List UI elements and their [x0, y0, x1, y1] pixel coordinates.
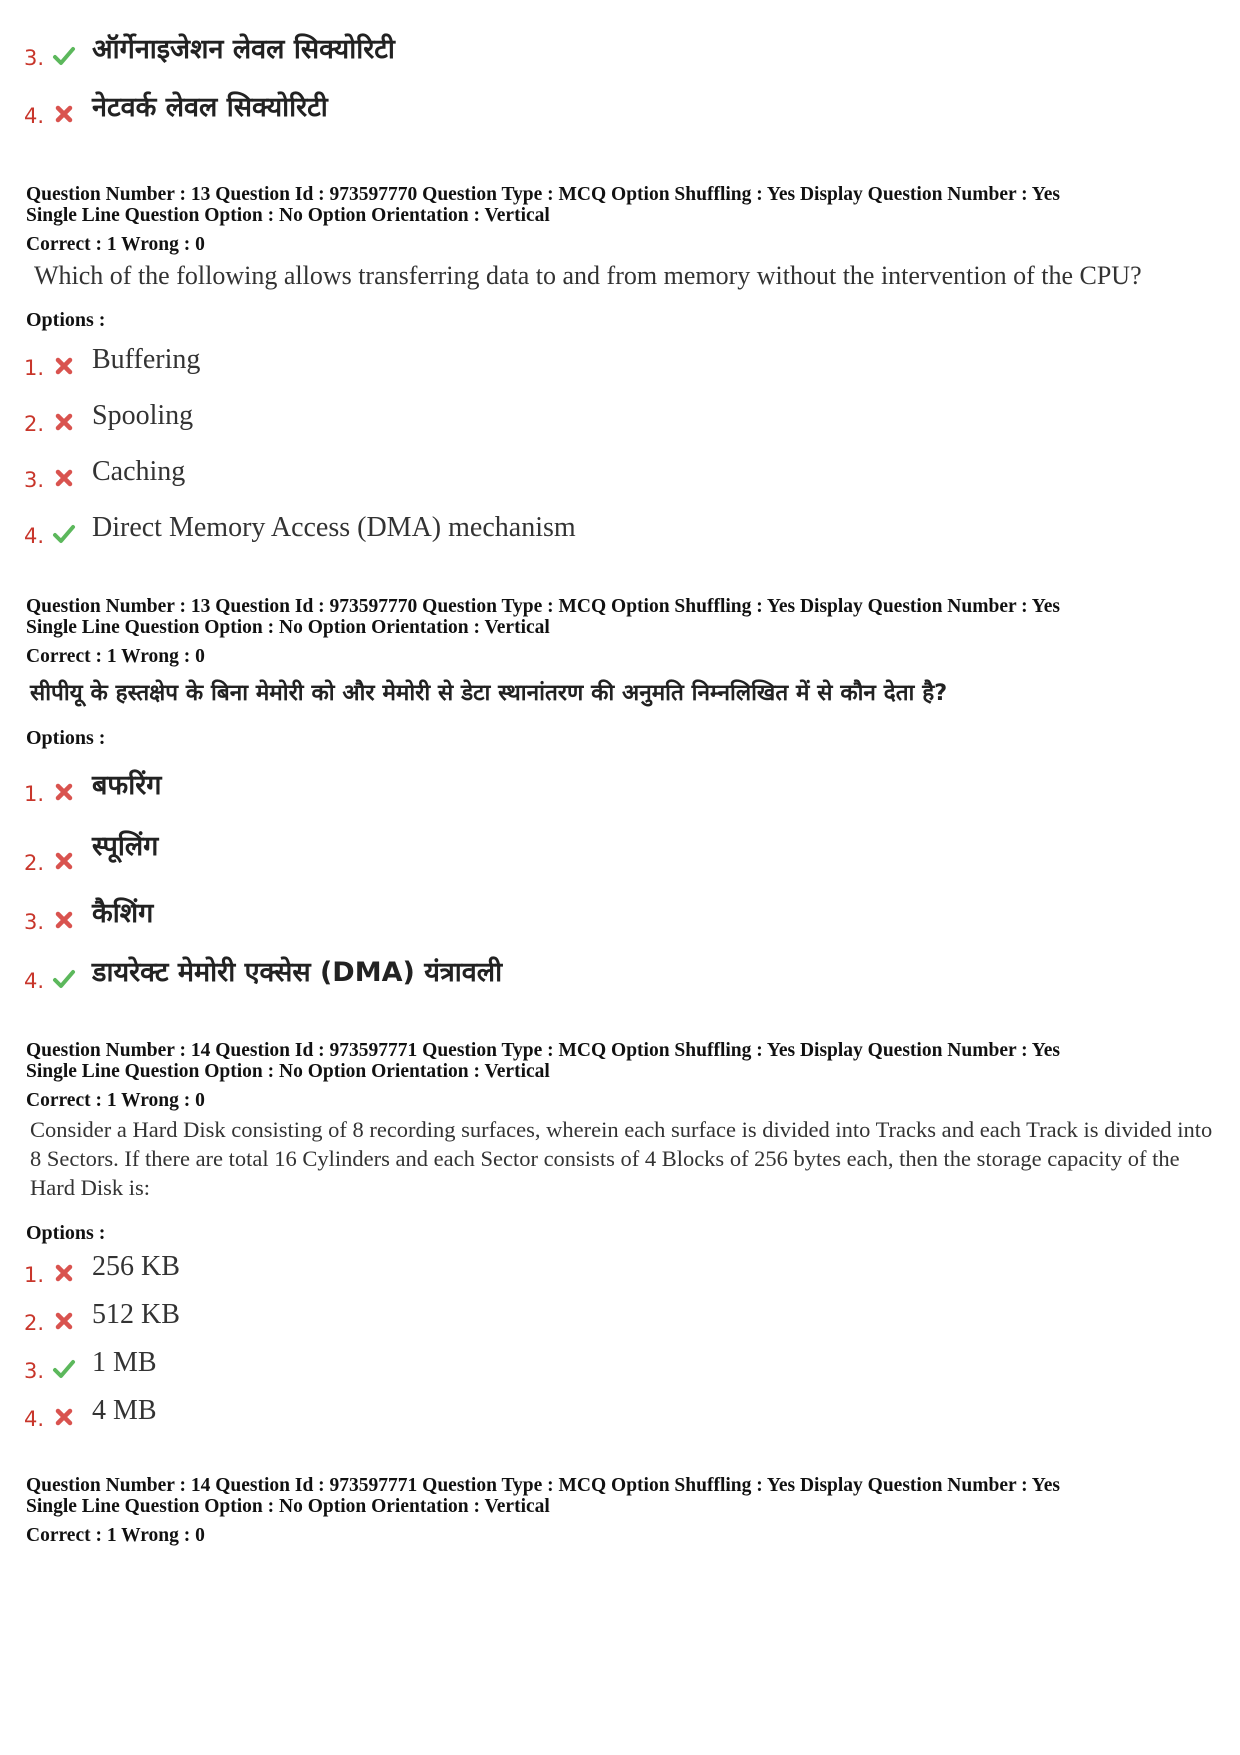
option-text: कैशिंग [92, 898, 154, 929]
option-text: Buffering [92, 344, 201, 375]
check-icon [52, 967, 76, 991]
option-row [24, 1295, 1204, 1335]
question-text: Consider a Hard Disk consisting of 8 recording surfaces, wherein each surface is divided into Tracks and each Track is divided into 8 Sectors. If there are total 16 Cylinders and each Sector consists of 4 Blocks of 256 bytes each, then the storage capacity of the Hard Disk is: [30, 1117, 1213, 1200]
option-row [24, 396, 1204, 436]
question-meta-line: Single Line Question Option : No Option Orientation : Vertical [26, 205, 550, 226]
options-label: Options : [26, 727, 106, 749]
option-text: 512 KB [92, 1299, 180, 1330]
option-number: 3. [24, 46, 45, 70]
option-text: Spooling [92, 400, 194, 431]
option-number: 2. [24, 1311, 45, 1335]
option-row [24, 508, 1204, 548]
cross-icon [52, 354, 76, 378]
option-number: 4. [24, 104, 45, 128]
check-icon [52, 1357, 76, 1381]
marking-scheme: Correct : 1 Wrong : 0 [26, 646, 205, 667]
option-number: 4. [24, 524, 45, 548]
option-number: 3. [24, 1359, 45, 1383]
option-text: नेटवर्क लेवल सिक्योरिटी [92, 92, 328, 123]
option-number: 3. [24, 910, 45, 934]
option-number: 4. [24, 969, 45, 993]
option-row [24, 766, 1204, 806]
question-meta-line: Single Line Question Option : No Option Orientation : Vertical [26, 1061, 550, 1082]
option-number: 1. [24, 782, 45, 806]
question-meta-line: Question Number : 13 Question Id : 973597770 Question Type : MCQ Option Shuffling : Yes Display Question Number : Yes [26, 596, 1060, 617]
option-text: स्पूलिंग [92, 831, 159, 862]
option-row [24, 1343, 1204, 1383]
check-icon [52, 522, 76, 546]
option-row [24, 1247, 1204, 1287]
question-meta [26, 596, 1216, 638]
option-text: Direct Memory Access (DMA) mechanism [92, 512, 576, 543]
option-row [24, 30, 1204, 70]
question-meta-line: Single Line Question Option : No Option Orientation : Vertical [26, 617, 550, 638]
cross-icon [52, 1309, 76, 1333]
option-row [24, 452, 1204, 492]
option-number: 4. [24, 1407, 45, 1431]
option-number: 1. [24, 1263, 45, 1287]
option-text: 4 MB [92, 1395, 157, 1426]
question-meta-line: Single Line Question Option : No Option Orientation : Vertical [26, 1496, 550, 1517]
options-label: Options : [26, 309, 106, 331]
option-text: डायरेक्ट मेमोरी एक्सेस (DMA) यंत्रावली [92, 957, 503, 988]
option-row [24, 340, 1204, 380]
cross-icon [52, 1405, 76, 1429]
option-row [24, 1391, 1204, 1431]
question-meta-line: Question Number : 13 Question Id : 973597770 Question Type : MCQ Option Shuffling : Yes Display Question Number : Yes [26, 184, 1060, 205]
option-row [24, 831, 1204, 875]
cross-icon [52, 410, 76, 434]
question-meta [26, 1040, 1216, 1082]
question-meta [26, 184, 1216, 226]
option-number: 2. [24, 851, 45, 875]
question-text: Which of the following allows transferring data to and from memory without the intervention of the CPU? [34, 261, 1142, 290]
option-number: 2. [24, 412, 45, 436]
option-row [24, 953, 1204, 993]
option-number: 1. [24, 356, 45, 380]
option-text: ऑर्गेनाइजेशन लेवल सिक्योरिटी [92, 34, 395, 65]
cross-icon [52, 849, 76, 873]
option-text: बफरिंग [92, 770, 162, 801]
question-meta-line: Question Number : 14 Question Id : 973597771 Question Type : MCQ Option Shuffling : Yes Display Question Number : Yes [26, 1040, 1060, 1061]
question-meta [26, 1475, 1216, 1517]
option-number: 3. [24, 468, 45, 492]
marking-scheme: Correct : 1 Wrong : 0 [26, 234, 205, 255]
cross-icon [52, 780, 76, 804]
cross-icon [52, 1261, 76, 1285]
cross-icon [52, 908, 76, 932]
option-row [24, 894, 1204, 934]
option-row [24, 88, 1204, 128]
marking-scheme: Correct : 1 Wrong : 0 [26, 1090, 205, 1111]
option-text: Caching [92, 456, 186, 487]
marking-scheme: Correct : 1 Wrong : 0 [26, 1525, 205, 1546]
options-label: Options : [26, 1222, 106, 1244]
cross-icon [52, 466, 76, 490]
option-text: 1 MB [92, 1347, 157, 1378]
option-text: 256 KB [92, 1251, 180, 1282]
question-meta-line: Question Number : 14 Question Id : 973597771 Question Type : MCQ Option Shuffling : Yes Display Question Number : Yes [26, 1475, 1060, 1496]
question-text: सीपीयू के हस्तक्षेप के बिना मेमोरी को और मेमोरी से डेटा स्थानांतरण की अनुमति निम्नलिखित में से कौन देता है? [30, 680, 948, 706]
cross-icon [52, 102, 76, 126]
check-icon [52, 44, 76, 68]
